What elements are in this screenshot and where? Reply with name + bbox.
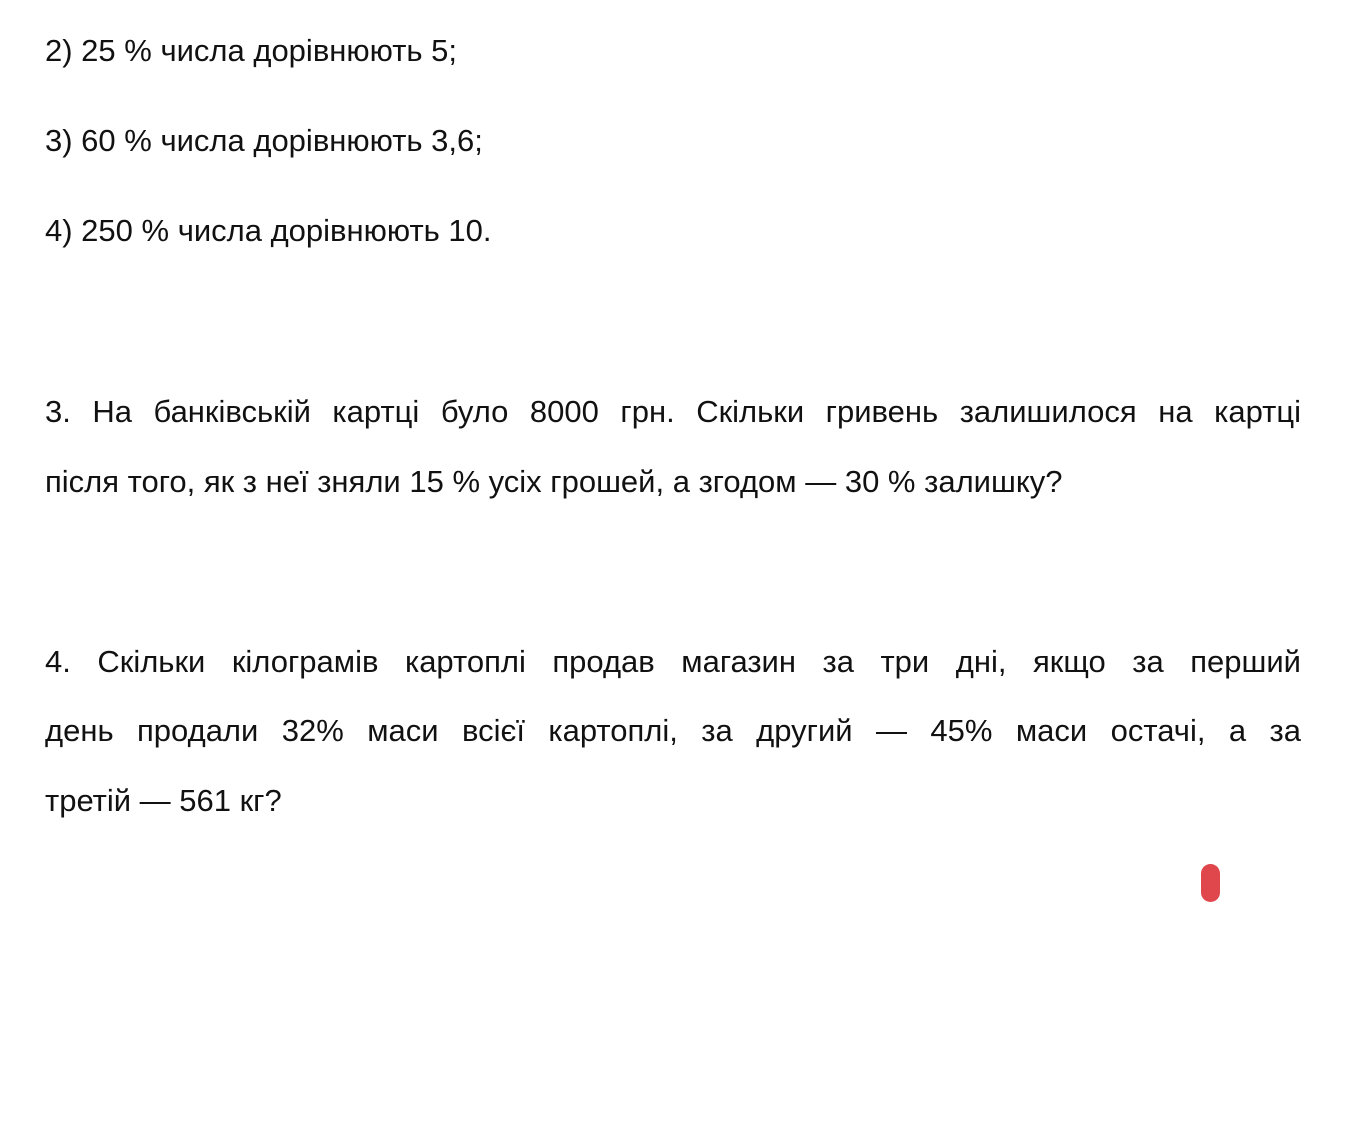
red-ink-mark [1201,864,1220,902]
problem-4-line-3: третій — 561 кг? [45,783,282,818]
problem-4-line-1: 4. Скільки кілограмів картоплі продав магазин за три дні, якщо за перший [45,644,1301,679]
item-2-text: 2) 25 % числа дорівнюють 5; [45,33,458,68]
problem-4-line-2: день продали 32% маси всієї картоплі, за другий — 45% маси остачі, а за [45,713,1301,748]
document-page [45,0,1301,1138]
item-4-text: 4) 250 % числа дорівнюють 10. [45,213,492,248]
problem-3-line-1: 3. На банківській картці було 8000 грн. Скільки гривень залишилося на картці [45,394,1301,429]
problem-3-line-2: після того, як з неї зняли 15 % усіх грошей, а згодом — 30 % залишку? [45,464,1063,499]
item-3-text: 3) 60 % числа дорівнюють 3,6; [45,123,483,158]
